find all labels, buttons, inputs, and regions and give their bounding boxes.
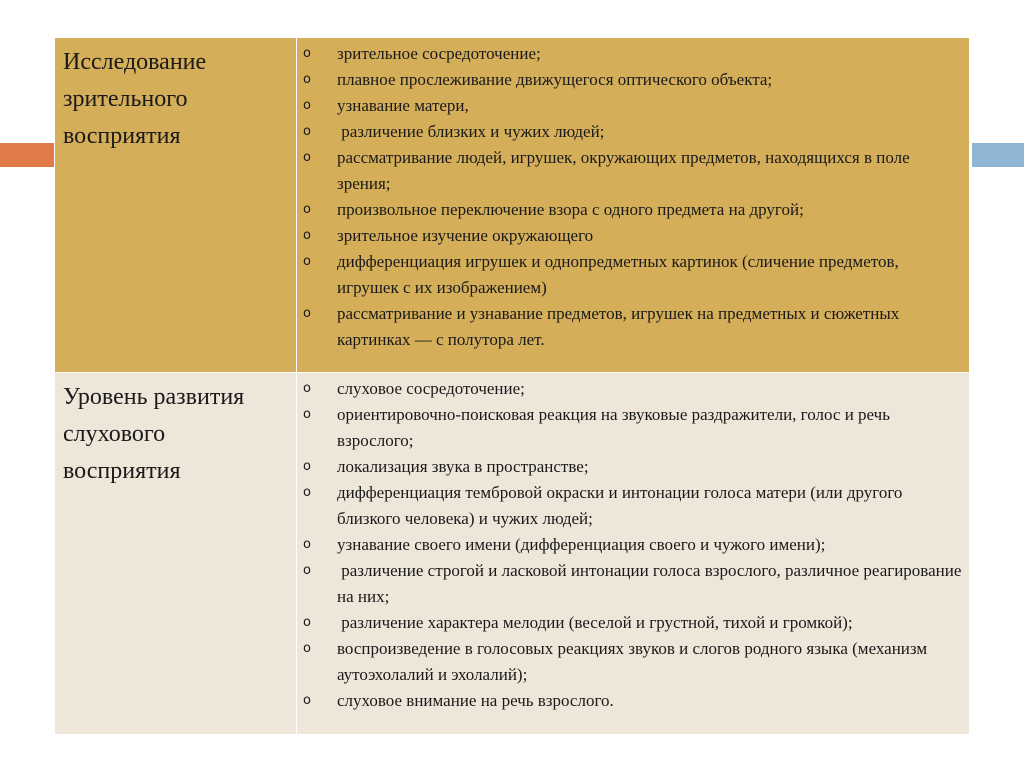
row-items-visual [297, 38, 970, 373]
list-item [303, 93, 963, 119]
accent-bar-right [972, 143, 1024, 167]
list-item [303, 532, 963, 558]
list-item-text: слуховое сосредоточение; [337, 379, 525, 398]
list-item [303, 119, 963, 145]
table-row-visual-perception [55, 38, 970, 373]
bullet-icon: o [303, 615, 311, 630]
list-item-text: произвольное переключение взора с одного предмета на другой; [337, 200, 804, 219]
bullet-icon: o [303, 485, 311, 500]
list-item-text: различение характера мелодии (веселой и грустной, тихой и громкой); [337, 613, 853, 632]
list-item [303, 145, 963, 197]
bullet-icon: o [303, 381, 311, 396]
bullet-icon: o [303, 202, 311, 217]
list-item-text: слуховое внимание на речь взрослого. [337, 691, 614, 710]
perception-table [54, 37, 970, 735]
bullet-icon: o [303, 306, 311, 321]
list-item [303, 558, 966, 610]
list-item-text: локализация звука в пространстве; [337, 457, 589, 476]
list-item [303, 197, 963, 223]
bullet-icon: o [303, 124, 311, 139]
list-item [303, 67, 963, 93]
list-item [303, 402, 963, 454]
list-item [303, 688, 963, 714]
list-item [303, 41, 963, 67]
bullet-icon: o [303, 641, 311, 656]
list-item [303, 480, 963, 532]
bullet-list-auditory [303, 376, 966, 714]
list-item [303, 376, 963, 402]
row-items-auditory [297, 373, 970, 735]
list-item [303, 249, 963, 301]
list-item [303, 301, 963, 353]
list-item-text: рассматривание людей, игрушек, окружающих предметов, находящихся в поле зрения; [337, 148, 914, 193]
list-item-text: рассматривание и узнавание предметов, игрушек на предметных и сюжетных картинках — с полутора лет. [337, 304, 904, 349]
bullet-icon: o [303, 407, 311, 422]
bullet-icon: o [303, 228, 311, 243]
list-item-text: воспроизведение в голосовых реакциях звуков и слогов родного языка (механизм аутоэхолалий и эхолалий); [337, 639, 932, 684]
bullet-icon: o [303, 693, 311, 708]
list-item-text: различение близких и чужих людей; [337, 122, 605, 141]
list-item-text: дифференциация тембровой окраски и интонации голоса матери (или другого близкого человека) и чужих людей; [337, 483, 907, 528]
row-label-visual: Исследование зрительного восприятия [55, 38, 297, 373]
bullet-list-visual [303, 41, 963, 353]
list-item-text: различение строгой и ласковой интонации голоса взрослого, различное реагирование на них; [337, 561, 966, 606]
list-item-text: узнавание матери, [337, 96, 469, 115]
list-item-text: плавное прослеживание движущегося оптического объекта; [337, 70, 773, 89]
bullet-icon: o [303, 459, 311, 474]
list-item-text: узнавание своего имени (дифференциация своего и чужого имени); [337, 535, 826, 554]
list-item-text: дифференциация игрушек и однопредметных картинок (сличение предметов, игрушек с их изображением) [337, 252, 903, 297]
list-item [303, 610, 963, 636]
bullet-icon: o [303, 150, 311, 165]
bullet-icon: o [303, 46, 311, 61]
list-item-text: ориентировочно-поисковая реакция на звуковые раздражители, голос и речь взрослого; [337, 405, 895, 450]
bullet-icon: o [303, 563, 311, 578]
accent-bar-left [0, 143, 55, 167]
list-item [303, 636, 963, 688]
list-item [303, 223, 963, 249]
list-item [303, 454, 963, 480]
bullet-icon: o [303, 537, 311, 552]
list-item-text: зрительное изучение окружающего [337, 226, 594, 245]
bullet-icon: o [303, 254, 311, 269]
list-item-text: зрительное сосредоточение; [337, 44, 541, 63]
table-row-auditory-perception [55, 373, 970, 735]
row-label-auditory: Уровень развития слухового восприятия [55, 373, 297, 735]
bullet-icon: o [303, 98, 311, 113]
bullet-icon: o [303, 72, 311, 87]
